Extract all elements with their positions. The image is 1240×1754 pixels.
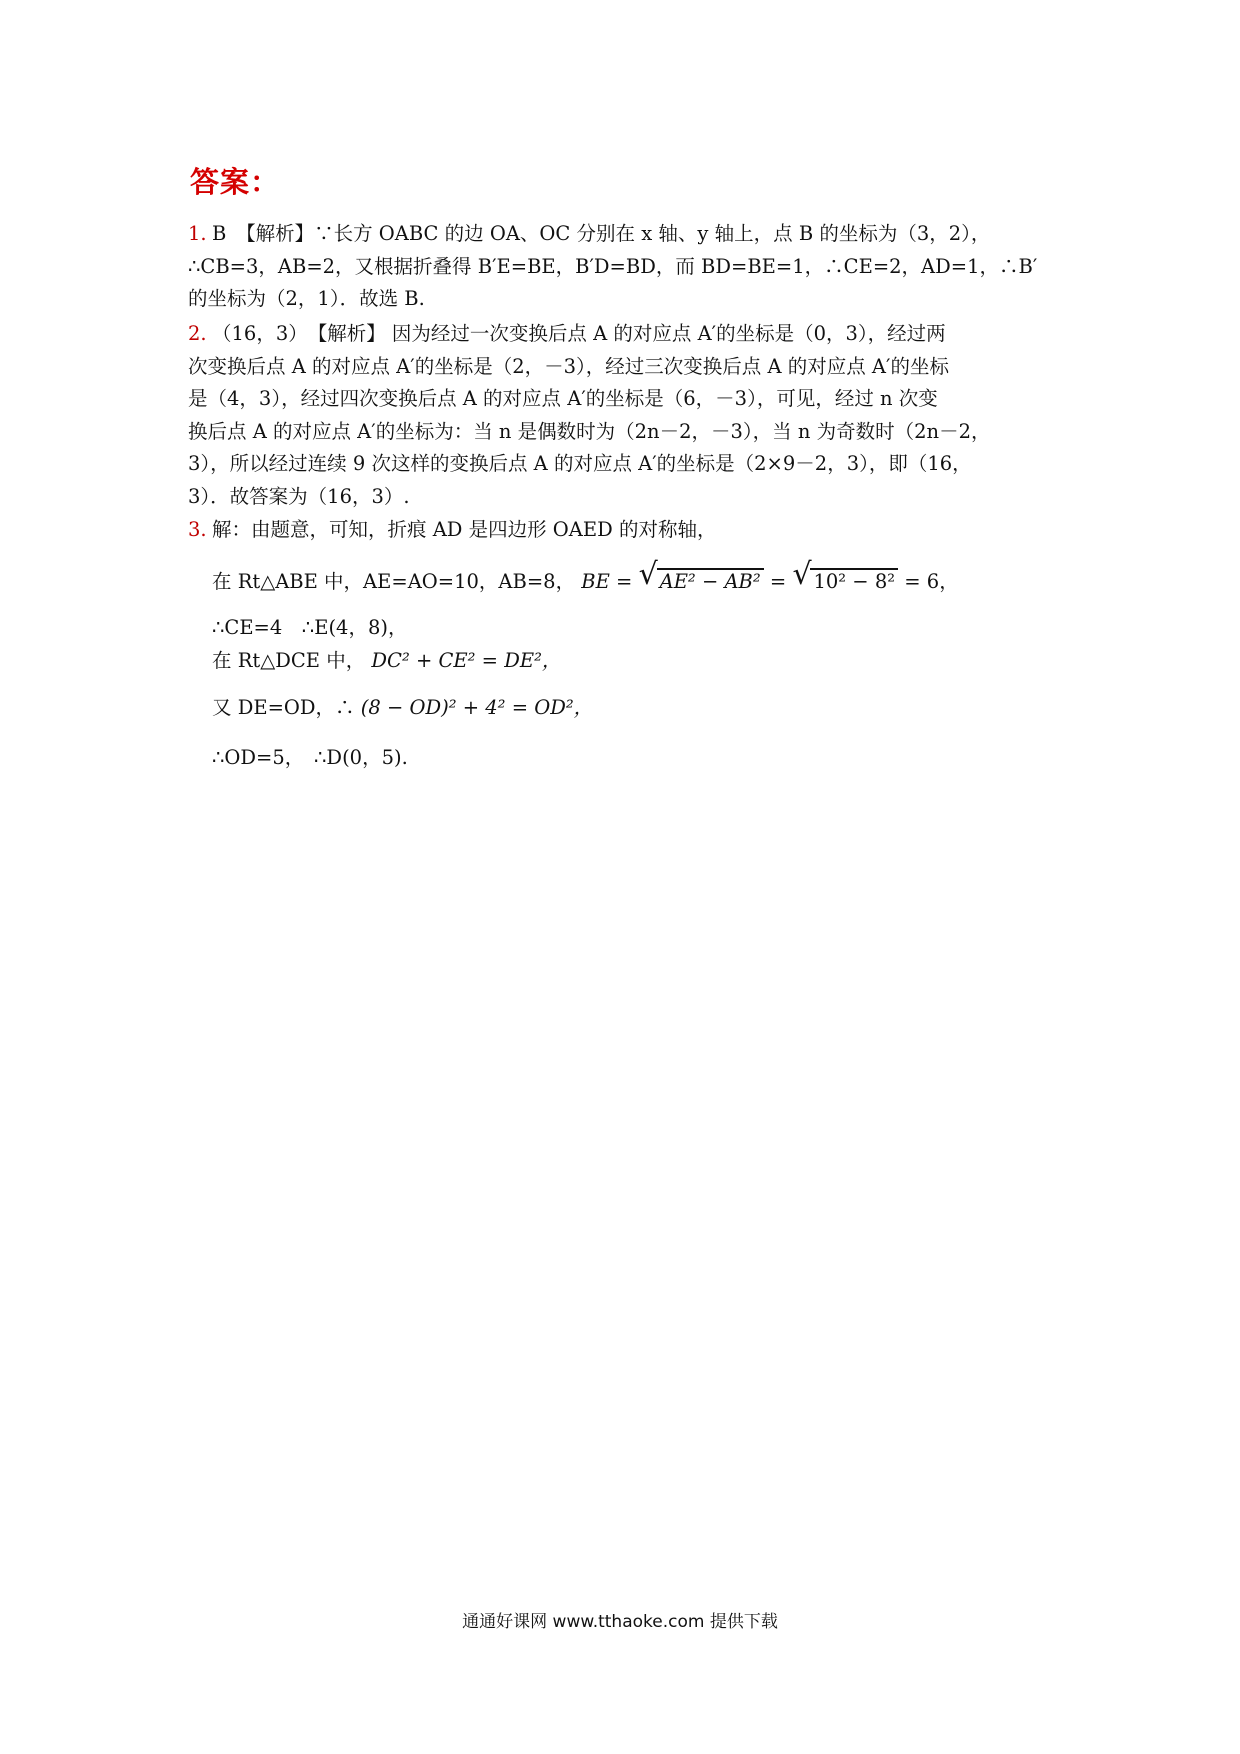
solution-line-4 bbox=[212, 692, 593, 720]
item-line: 是（4，3），经过四次变换后点 A 的对应点 A′的坐标是（6，－3），可见，经过 n 次变 bbox=[188, 387, 938, 410]
item-line: B 【解析】∵长方 OABC 的边 OA、OC 分别在 x 轴、y 轴上，点 B 的坐标为（3，2）， bbox=[212, 222, 991, 245]
item-line: 3），所以经过连续 9 次这样的变换后点 A 的对应点 A′的坐标是（2×9－2，3），即（16， bbox=[188, 452, 972, 475]
formula-pythagoras: DC² + CE² = DE²， bbox=[371, 649, 562, 672]
item-number: 3. bbox=[188, 518, 207, 541]
item-line: 的坐标为（2，1）．故选 B. bbox=[188, 287, 425, 310]
item-line: 3）．故答案为（16，3）. bbox=[188, 484, 410, 508]
radicand: 10² − 8² bbox=[810, 568, 898, 593]
solution-line-3 bbox=[212, 645, 561, 673]
solution-text: 又 DE=OD，∴ bbox=[212, 696, 355, 719]
answers-heading: 答案： bbox=[190, 165, 281, 199]
equals-sign: = bbox=[769, 570, 787, 593]
answer-item-3 bbox=[188, 514, 1068, 554]
answer-item-2 bbox=[188, 318, 1068, 518]
footer-credit: 通通好课网 www.tthaoke.com 提供下载 bbox=[462, 1612, 778, 1632]
item-line: （16，3） 【解析】 因为经过一次变换后点 A 的对应点 A′的坐标是（0，3），经过两 bbox=[212, 322, 946, 345]
sqrt-expression: √ AE² − AB² bbox=[639, 568, 764, 593]
item-number: 2. bbox=[188, 322, 207, 345]
item-line: ∴CB=3，AB=2，又根据折叠得 B′E=BE，B′D=BD，而 BD=BE=1，∴CE=2，AD=1，∴B′ bbox=[188, 254, 1038, 278]
radicand: AE² − AB² bbox=[657, 568, 764, 593]
solution-line-1 bbox=[212, 557, 959, 594]
formula-result: = 6， bbox=[904, 570, 959, 593]
sqrt-expression: √ 10² − 8² bbox=[792, 568, 898, 593]
item-line: 次变换后点 A 的对应点 A′的坐标是（2，－3），经过三次变换后点 A 的对应点 A′的坐标 bbox=[188, 354, 949, 378]
answer-item-1 bbox=[188, 218, 1068, 318]
solution-text: 在 Rt△DCE 中， bbox=[212, 649, 366, 672]
item-line: 解：由题意，可知，折痕 AD 是四边形 OAED 的对称轴， bbox=[212, 518, 717, 541]
solution-line-5: ∴OD=5， ∴D(0，5). bbox=[212, 746, 408, 769]
solution-line-2: ∴CE=4 ∴E(4，8)， bbox=[212, 616, 408, 639]
item-line: 换后点 A 的对应点 A′的坐标为：当 n 是偶数时为（2n－2，－3），当 n 为奇数时（2n－2， bbox=[188, 419, 991, 443]
formula-equation: (8 − OD)² + 4² = OD²， bbox=[360, 696, 594, 719]
formula-be: BE = bbox=[581, 570, 633, 593]
solution-text: 在 Rt△ABE 中，AE=AO=10，AB=8， bbox=[212, 570, 576, 593]
item-number: 1. bbox=[188, 222, 207, 245]
